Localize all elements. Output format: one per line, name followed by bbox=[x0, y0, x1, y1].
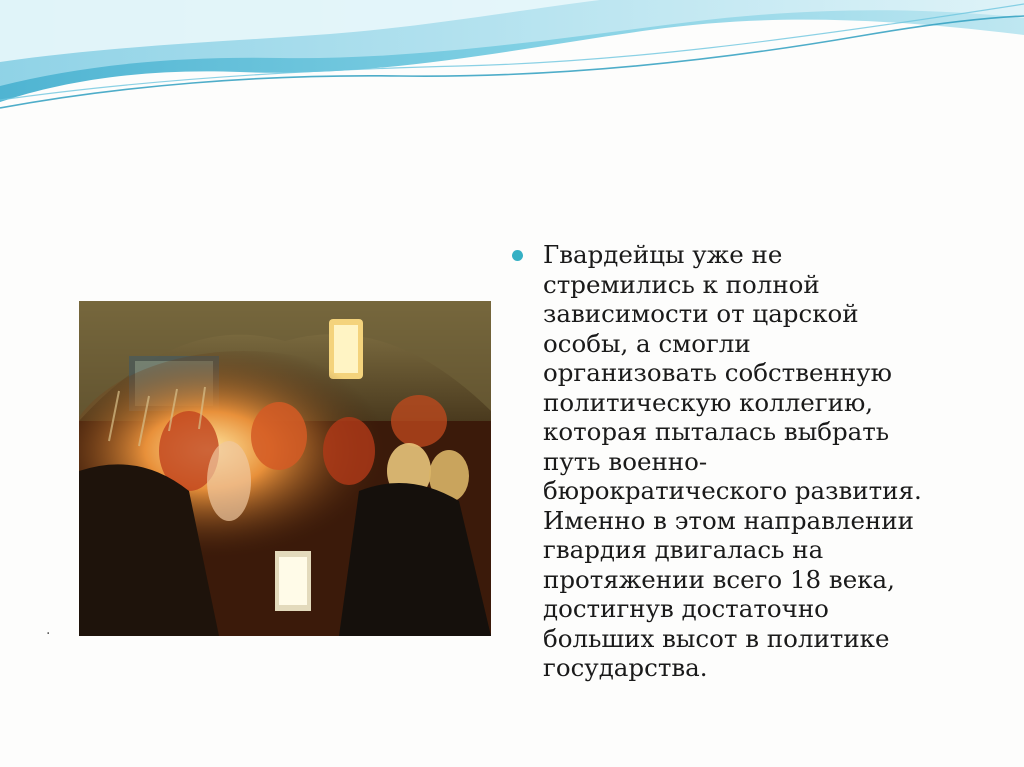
small-dot-mark: . bbox=[46, 622, 51, 638]
historical-painting bbox=[79, 301, 491, 636]
bullet-list bbox=[512, 240, 982, 683]
bullet-item bbox=[512, 240, 982, 683]
bullet-dot-icon bbox=[512, 250, 523, 261]
header-wave-decoration bbox=[0, 0, 1024, 120]
bullet-text: Гвардейцы уже не стремились к полной зависимости от царской особы, а смогли организовать собственную политическую коллегию, которая пыталась выбрать путь военно- бюрократического развития. Именно в этом направлении гвардия двигалась на протяжении всего 18 века, достигнув достаточно больших высот в политике государства. bbox=[543, 240, 922, 682]
